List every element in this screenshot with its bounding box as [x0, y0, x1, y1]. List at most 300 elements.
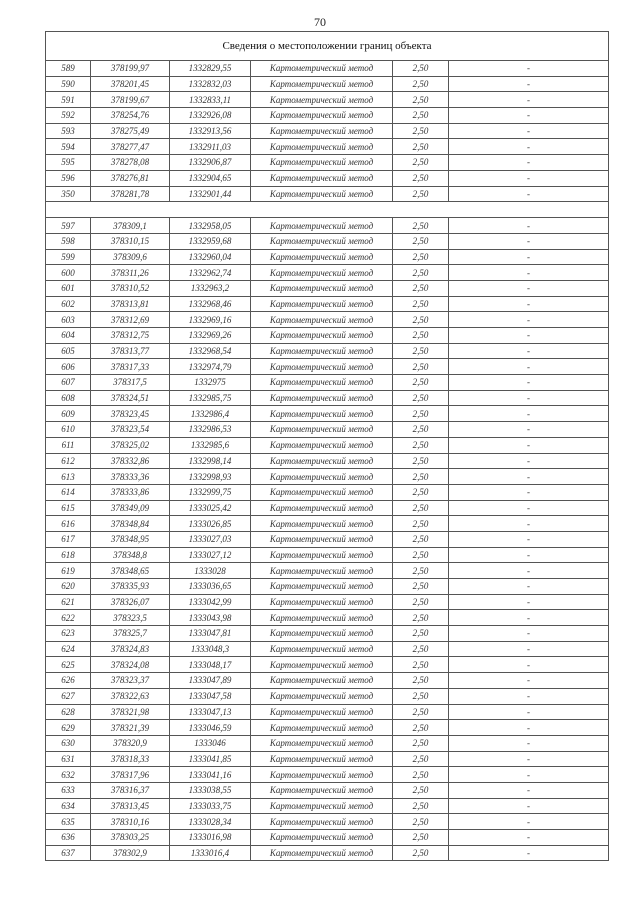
y-coordinate-cell: 1332926,08: [170, 108, 251, 124]
x-coordinate-cell: 378312,69: [91, 312, 170, 328]
y-coordinate-cell: 1332960,04: [170, 249, 251, 265]
y-coordinate-cell: 1332959,68: [170, 233, 251, 249]
point-number-cell: 622: [46, 610, 91, 626]
table-row: [46, 610, 609, 626]
precision-cell: 2,50: [393, 422, 449, 438]
description-cell: -: [449, 390, 609, 406]
y-coordinate-cell: 1333048,17: [170, 657, 251, 673]
description-cell: -: [449, 328, 609, 344]
y-coordinate-cell: 1332986,4: [170, 406, 251, 422]
table-row: [46, 782, 609, 798]
precision-cell: 2,50: [393, 610, 449, 626]
table-row: [46, 500, 609, 516]
point-number-cell: 621: [46, 594, 91, 610]
y-coordinate-cell: 1332969,16: [170, 312, 251, 328]
method-cell: Картометрический метод: [251, 108, 393, 124]
description-cell: -: [449, 469, 609, 485]
method-cell: Картометрический метод: [251, 547, 393, 563]
method-cell: Картометрический метод: [251, 657, 393, 673]
y-coordinate-cell: 1332962,74: [170, 265, 251, 281]
method-cell: Картометрический метод: [251, 328, 393, 344]
precision-cell: 2,50: [393, 704, 449, 720]
x-coordinate-cell: 378324,51: [91, 390, 170, 406]
precision-cell: 2,50: [393, 312, 449, 328]
x-coordinate-cell: 378325,02: [91, 437, 170, 453]
point-number-cell: 604: [46, 328, 91, 344]
precision-cell: 2,50: [393, 76, 449, 92]
description-cell: -: [449, 312, 609, 328]
y-coordinate-cell: 1332968,46: [170, 296, 251, 312]
description-cell: -: [449, 422, 609, 438]
precision-cell: 2,50: [393, 469, 449, 485]
x-coordinate-cell: 378323,54: [91, 422, 170, 438]
point-number-cell: 608: [46, 390, 91, 406]
method-cell: Картометрический метод: [251, 720, 393, 736]
point-number-cell: 620: [46, 579, 91, 595]
table-row: [46, 280, 609, 296]
y-coordinate-cell: 1332832,03: [170, 76, 251, 92]
table-row: [46, 296, 609, 312]
point-number-cell: 602: [46, 296, 91, 312]
description-cell: -: [449, 563, 609, 579]
method-cell: Картометрический метод: [251, 453, 393, 469]
description-cell: -: [449, 343, 609, 359]
precision-cell: 2,50: [393, 563, 449, 579]
y-coordinate-cell: 1332974,79: [170, 359, 251, 375]
table-row: [46, 484, 609, 500]
table-row: [46, 265, 609, 281]
x-coordinate-cell: 378348,65: [91, 563, 170, 579]
method-cell: Картометрический метод: [251, 641, 393, 657]
x-coordinate-cell: 378323,45: [91, 406, 170, 422]
y-coordinate-cell: 1333043,98: [170, 610, 251, 626]
method-cell: Картометрический метод: [251, 296, 393, 312]
x-coordinate-cell: 378277,47: [91, 139, 170, 155]
y-coordinate-cell: 1332985,6: [170, 437, 251, 453]
y-coordinate-cell: 1332963,2: [170, 280, 251, 296]
method-cell: Картометрический метод: [251, 186, 393, 202]
precision-cell: 2,50: [393, 296, 449, 312]
table-row: [46, 390, 609, 406]
x-coordinate-cell: 378275,49: [91, 123, 170, 139]
point-number-cell: 634: [46, 798, 91, 814]
x-coordinate-cell: 378348,95: [91, 531, 170, 547]
x-coordinate-cell: 378302,9: [91, 845, 170, 861]
x-coordinate-cell: 378310,15: [91, 233, 170, 249]
method-cell: Картометрический метод: [251, 390, 393, 406]
description-cell: -: [449, 814, 609, 830]
x-coordinate-cell: 378317,5: [91, 375, 170, 391]
precision-cell: 2,50: [393, 406, 449, 422]
description-cell: -: [449, 233, 609, 249]
x-coordinate-cell: 378199,67: [91, 92, 170, 108]
x-coordinate-cell: 378278,08: [91, 155, 170, 171]
method-cell: Картометрический метод: [251, 312, 393, 328]
method-cell: Картометрический метод: [251, 170, 393, 186]
point-number-cell: 626: [46, 673, 91, 689]
y-coordinate-cell: 1332833,11: [170, 92, 251, 108]
method-cell: Картометрический метод: [251, 76, 393, 92]
description-cell: -: [449, 626, 609, 642]
description-cell: -: [449, 516, 609, 532]
y-coordinate-cell: 1333047,89: [170, 673, 251, 689]
x-coordinate-cell: 378281,78: [91, 186, 170, 202]
y-coordinate-cell: 1333027,03: [170, 531, 251, 547]
point-number-cell: 601: [46, 280, 91, 296]
method-cell: Картометрический метод: [251, 280, 393, 296]
description-cell: -: [449, 280, 609, 296]
boundary-table: [45, 31, 609, 861]
method-cell: Картометрический метод: [251, 704, 393, 720]
table-row: [46, 830, 609, 846]
method-cell: Картометрический метод: [251, 123, 393, 139]
method-cell: Картометрический метод: [251, 233, 393, 249]
precision-cell: 2,50: [393, 123, 449, 139]
point-number-cell: 607: [46, 375, 91, 391]
description-cell: -: [449, 782, 609, 798]
table-row: [46, 92, 609, 108]
precision-cell: 2,50: [393, 280, 449, 296]
table-row: [46, 312, 609, 328]
y-coordinate-cell: 1333028: [170, 563, 251, 579]
table-row: [46, 218, 609, 234]
table-row: [46, 328, 609, 344]
method-cell: Картометрический метод: [251, 735, 393, 751]
precision-cell: 2,50: [393, 108, 449, 124]
y-coordinate-cell: 1333016,98: [170, 830, 251, 846]
method-cell: Картометрический метод: [251, 500, 393, 516]
precision-cell: 2,50: [393, 673, 449, 689]
description-cell: -: [449, 484, 609, 500]
description-cell: -: [449, 830, 609, 846]
precision-cell: 2,50: [393, 798, 449, 814]
precision-cell: 2,50: [393, 328, 449, 344]
method-cell: Картометрический метод: [251, 265, 393, 281]
point-number-cell: 619: [46, 563, 91, 579]
description-cell: -: [449, 845, 609, 861]
x-coordinate-cell: 378324,08: [91, 657, 170, 673]
y-coordinate-cell: 1332968,54: [170, 343, 251, 359]
description-cell: -: [449, 673, 609, 689]
description-cell: -: [449, 218, 609, 234]
x-coordinate-cell: 378320,9: [91, 735, 170, 751]
table-row: [46, 375, 609, 391]
description-cell: -: [449, 594, 609, 610]
table-title: Сведения о местоположении границ объекта: [46, 32, 609, 61]
y-coordinate-cell: 1332975: [170, 375, 251, 391]
table-row: [46, 139, 609, 155]
description-cell: -: [449, 579, 609, 595]
precision-cell: 2,50: [393, 626, 449, 642]
method-cell: Картометрический метод: [251, 845, 393, 861]
method-cell: Картометрический метод: [251, 139, 393, 155]
precision-cell: 2,50: [393, 688, 449, 704]
x-coordinate-cell: 378324,83: [91, 641, 170, 657]
description-cell: -: [449, 296, 609, 312]
table-row: [46, 359, 609, 375]
table-row: [46, 249, 609, 265]
precision-cell: 2,50: [393, 830, 449, 846]
method-cell: Картометрический метод: [251, 469, 393, 485]
x-coordinate-cell: 378309,6: [91, 249, 170, 265]
precision-cell: 2,50: [393, 390, 449, 406]
description-cell: -: [449, 531, 609, 547]
precision-cell: 2,50: [393, 92, 449, 108]
table-row: [46, 594, 609, 610]
y-coordinate-cell: 1332911,03: [170, 139, 251, 155]
x-coordinate-cell: 378348,84: [91, 516, 170, 532]
point-number-cell: 623: [46, 626, 91, 642]
method-cell: Картометрический метод: [251, 751, 393, 767]
method-cell: Картометрический метод: [251, 798, 393, 814]
table-row: [46, 186, 609, 202]
x-coordinate-cell: 378321,98: [91, 704, 170, 720]
precision-cell: 2,50: [393, 814, 449, 830]
table-row: [46, 155, 609, 171]
description-cell: -: [449, 610, 609, 626]
method-cell: Картометрический метод: [251, 437, 393, 453]
precision-cell: 2,50: [393, 375, 449, 391]
y-coordinate-cell: 1332958,05: [170, 218, 251, 234]
method-cell: Картометрический метод: [251, 92, 393, 108]
method-cell: Картометрический метод: [251, 782, 393, 798]
y-coordinate-cell: 1333046,59: [170, 720, 251, 736]
y-coordinate-cell: 1333025,42: [170, 500, 251, 516]
x-coordinate-cell: 378310,16: [91, 814, 170, 830]
point-number-cell: 614: [46, 484, 91, 500]
point-number-cell: 603: [46, 312, 91, 328]
precision-cell: 2,50: [393, 265, 449, 281]
point-number-cell: 611: [46, 437, 91, 453]
precision-cell: 2,50: [393, 751, 449, 767]
precision-cell: 2,50: [393, 343, 449, 359]
x-coordinate-cell: 378326,07: [91, 594, 170, 610]
table-row: [46, 641, 609, 657]
table-row: [46, 406, 609, 422]
point-number-cell: 594: [46, 139, 91, 155]
table-row: [46, 563, 609, 579]
y-coordinate-cell: 1333042,99: [170, 594, 251, 610]
point-number-cell: 631: [46, 751, 91, 767]
table-row: [46, 422, 609, 438]
point-number-cell: 635: [46, 814, 91, 830]
y-coordinate-cell: 1333028,34: [170, 814, 251, 830]
point-number-cell: 589: [46, 61, 91, 77]
x-coordinate-cell: 378323,5: [91, 610, 170, 626]
point-number-cell: 616: [46, 516, 91, 532]
precision-cell: 2,50: [393, 170, 449, 186]
point-number-cell: 605: [46, 343, 91, 359]
group-separator-cell: [46, 202, 609, 218]
y-coordinate-cell: 1332998,14: [170, 453, 251, 469]
x-coordinate-cell: 378313,81: [91, 296, 170, 312]
point-number-cell: 612: [46, 453, 91, 469]
precision-cell: 2,50: [393, 579, 449, 595]
precision-cell: 2,50: [393, 767, 449, 783]
x-coordinate-cell: 378321,39: [91, 720, 170, 736]
table-row: [46, 123, 609, 139]
method-cell: Картометрический метод: [251, 249, 393, 265]
table-row: [46, 76, 609, 92]
description-cell: -: [449, 406, 609, 422]
method-cell: Картометрический метод: [251, 626, 393, 642]
x-coordinate-cell: 378333,86: [91, 484, 170, 500]
point-number-cell: 596: [46, 170, 91, 186]
description-cell: -: [449, 108, 609, 124]
description-cell: -: [449, 155, 609, 171]
description-cell: -: [449, 657, 609, 673]
x-coordinate-cell: 378349,09: [91, 500, 170, 516]
table-title-row: [46, 32, 609, 61]
y-coordinate-cell: 1333047,13: [170, 704, 251, 720]
point-number-cell: 613: [46, 469, 91, 485]
method-cell: Картометрический метод: [251, 610, 393, 626]
y-coordinate-cell: 1333026,85: [170, 516, 251, 532]
method-cell: Картометрический метод: [251, 767, 393, 783]
description-cell: -: [449, 798, 609, 814]
y-coordinate-cell: 1333041,16: [170, 767, 251, 783]
point-number-cell: 629: [46, 720, 91, 736]
point-number-cell: 610: [46, 422, 91, 438]
point-number-cell: 350: [46, 186, 91, 202]
method-cell: Картометрический метод: [251, 516, 393, 532]
y-coordinate-cell: 1333027,12: [170, 547, 251, 563]
point-number-cell: 637: [46, 845, 91, 861]
description-cell: -: [449, 735, 609, 751]
method-cell: Картометрический метод: [251, 406, 393, 422]
description-cell: -: [449, 76, 609, 92]
table-row: [46, 767, 609, 783]
y-coordinate-cell: 1332999,75: [170, 484, 251, 500]
x-coordinate-cell: 378325,7: [91, 626, 170, 642]
table-row: [46, 343, 609, 359]
description-cell: -: [449, 500, 609, 516]
page-number: 70: [314, 15, 326, 29]
description-cell: -: [449, 751, 609, 767]
point-number-cell: 592: [46, 108, 91, 124]
description-cell: -: [449, 170, 609, 186]
y-coordinate-cell: 1333047,58: [170, 688, 251, 704]
method-cell: Картометрический метод: [251, 594, 393, 610]
table-row: [46, 469, 609, 485]
table-row: [46, 547, 609, 563]
point-number-cell: 606: [46, 359, 91, 375]
x-coordinate-cell: 378322,63: [91, 688, 170, 704]
table-row: [46, 657, 609, 673]
table-row: [46, 798, 609, 814]
y-coordinate-cell: 1332969,26: [170, 328, 251, 344]
table-row: [46, 704, 609, 720]
point-number-cell: 630: [46, 735, 91, 751]
point-number-cell: 593: [46, 123, 91, 139]
description-cell: -: [449, 186, 609, 202]
y-coordinate-cell: 1332998,93: [170, 469, 251, 485]
table-row: [46, 720, 609, 736]
precision-cell: 2,50: [393, 186, 449, 202]
precision-cell: 2,50: [393, 782, 449, 798]
method-cell: Картометрический метод: [251, 155, 393, 171]
method-cell: Картометрический метод: [251, 343, 393, 359]
point-number-cell: 598: [46, 233, 91, 249]
y-coordinate-cell: 1332901,44: [170, 186, 251, 202]
point-number-cell: 632: [46, 767, 91, 783]
description-cell: -: [449, 688, 609, 704]
point-number-cell: 627: [46, 688, 91, 704]
table-row: [46, 688, 609, 704]
precision-cell: 2,50: [393, 249, 449, 265]
table-row: [46, 61, 609, 77]
point-number-cell: 609: [46, 406, 91, 422]
y-coordinate-cell: 1332913,56: [170, 123, 251, 139]
table-row: [46, 751, 609, 767]
y-coordinate-cell: 1333016,4: [170, 845, 251, 861]
table-row: [46, 579, 609, 595]
point-number-cell: 595: [46, 155, 91, 171]
method-cell: Картометрический метод: [251, 673, 393, 689]
x-coordinate-cell: 378316,37: [91, 782, 170, 798]
point-number-cell: 625: [46, 657, 91, 673]
x-coordinate-cell: 378317,33: [91, 359, 170, 375]
description-cell: -: [449, 641, 609, 657]
y-coordinate-cell: 1333038,55: [170, 782, 251, 798]
precision-cell: 2,50: [393, 720, 449, 736]
precision-cell: 2,50: [393, 437, 449, 453]
description-cell: -: [449, 547, 609, 563]
y-coordinate-cell: 1333048,3: [170, 641, 251, 657]
table-row: [46, 814, 609, 830]
x-coordinate-cell: 378335,93: [91, 579, 170, 595]
method-cell: Картометрический метод: [251, 422, 393, 438]
point-number-cell: 597: [46, 218, 91, 234]
precision-cell: 2,50: [393, 531, 449, 547]
precision-cell: 2,50: [393, 484, 449, 500]
x-coordinate-cell: 378309,1: [91, 218, 170, 234]
point-number-cell: 633: [46, 782, 91, 798]
description-cell: -: [449, 265, 609, 281]
method-cell: Картометрический метод: [251, 484, 393, 500]
point-number-cell: 636: [46, 830, 91, 846]
precision-cell: 2,50: [393, 547, 449, 563]
x-coordinate-cell: 378199,97: [91, 61, 170, 77]
table-row: [46, 233, 609, 249]
precision-cell: 2,50: [393, 155, 449, 171]
description-cell: -: [449, 139, 609, 155]
table-row: [46, 108, 609, 124]
y-coordinate-cell: 1332829,55: [170, 61, 251, 77]
point-number-cell: 617: [46, 531, 91, 547]
table-row: [46, 673, 609, 689]
method-cell: Картометрический метод: [251, 688, 393, 704]
point-number-cell: 624: [46, 641, 91, 657]
point-number-cell: 628: [46, 704, 91, 720]
description-cell: -: [449, 123, 609, 139]
point-number-cell: 591: [46, 92, 91, 108]
point-number-cell: 599: [46, 249, 91, 265]
method-cell: Картометрический метод: [251, 359, 393, 375]
method-cell: Картометрический метод: [251, 531, 393, 547]
precision-cell: 2,50: [393, 359, 449, 375]
description-cell: -: [449, 704, 609, 720]
method-cell: Картометрический метод: [251, 830, 393, 846]
precision-cell: 2,50: [393, 641, 449, 657]
x-coordinate-cell: 378318,33: [91, 751, 170, 767]
x-coordinate-cell: 378310,52: [91, 280, 170, 296]
point-number-cell: 615: [46, 500, 91, 516]
description-cell: -: [449, 249, 609, 265]
description-cell: -: [449, 92, 609, 108]
precision-cell: 2,50: [393, 139, 449, 155]
description-cell: -: [449, 359, 609, 375]
